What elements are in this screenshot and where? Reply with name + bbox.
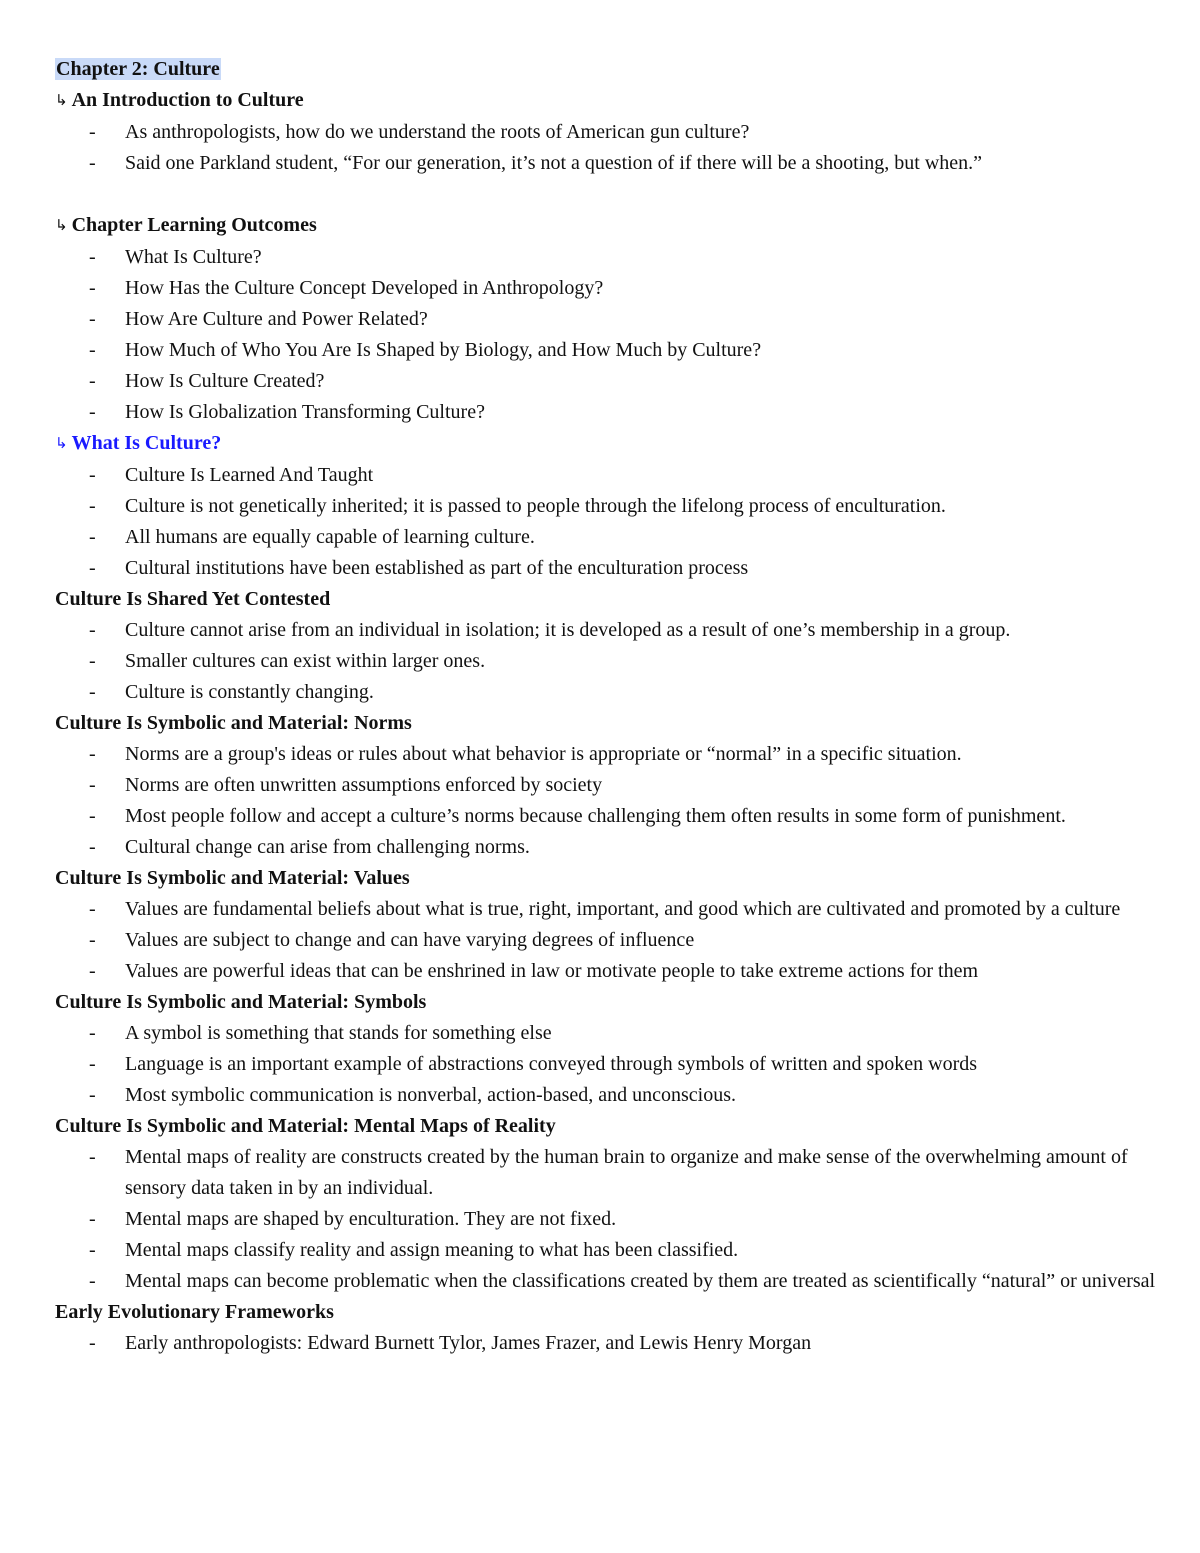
dash-bullet-icon: -: [89, 619, 96, 641]
dash-bullet-icon: -: [89, 526, 96, 548]
list-item: [55, 242, 1165, 273]
list-item: [55, 148, 1165, 179]
list-item: [55, 273, 1165, 304]
section-heading: [55, 428, 1165, 460]
subitem-arrow-icon: ↳: [55, 91, 68, 109]
list-item-text: Mental maps classify reality and assign meaning to what has been classified.: [125, 1239, 739, 1261]
dash-bullet-icon: -: [89, 495, 96, 517]
dash-bullet-icon: -: [89, 401, 96, 423]
section-heading-text: Culture Is Symbolic and Material: Values: [55, 867, 410, 889]
blank-line: [55, 179, 1165, 210]
list-item-text: Early anthropologists: Edward Burnett Tylor, James Frazer, and Lewis Henry Morgan: [125, 1332, 812, 1354]
document-body: [55, 54, 1165, 1359]
list-item: [55, 1235, 1165, 1266]
list-item-text: How Has the Culture Concept Developed in Anthropology?: [125, 277, 604, 299]
dash-bullet-icon: -: [89, 1146, 96, 1168]
dash-bullet-icon: -: [89, 1332, 96, 1354]
list-item: [55, 615, 1165, 646]
dash-bullet-icon: -: [89, 1208, 96, 1230]
dash-bullet-icon: -: [89, 1239, 96, 1261]
list-item: [55, 1018, 1165, 1049]
dash-bullet-icon: -: [89, 960, 96, 982]
section-heading: [55, 85, 1165, 117]
section-heading-text: An Introduction to Culture: [71, 89, 304, 111]
list-item: [55, 1266, 1165, 1297]
list-item: [55, 770, 1165, 801]
list-item-text: Most people follow and accept a culture’s norms because challenging them often results in some form of punishment.: [125, 805, 1066, 827]
dash-bullet-icon: -: [89, 774, 96, 796]
list-item: [55, 894, 1165, 925]
list-item-text: What Is Culture?: [125, 246, 262, 268]
list-item: [55, 646, 1165, 677]
list-item: [55, 1328, 1165, 1359]
bullet-list: [55, 1142, 1165, 1297]
dash-bullet-icon: -: [89, 1270, 96, 1292]
section-heading-text: Culture Is Symbolic and Material: Norms: [55, 712, 412, 734]
dash-bullet-icon: -: [89, 898, 96, 920]
list-item-text: Cultural change can arise from challenging norms.: [125, 836, 530, 858]
list-item-text: Values are fundamental beliefs about what is true, right, important, and good which are cultivated and promoted by a culture: [125, 898, 1121, 920]
list-item-text: Norms are a group's ideas or rules about what behavior is appropriate or “normal” in a specific situation.: [125, 743, 962, 765]
list-item-text: Most symbolic communication is nonverbal, action-based, and unconscious.: [125, 1084, 736, 1106]
list-item-text: Culture is constantly changing.: [125, 681, 374, 703]
list-item-text: Culture cannot arise from an individual in isolation; it is developed as a result of one’s membership in a group.: [125, 619, 1011, 641]
sections-container: [55, 85, 1165, 1359]
list-item: [55, 1142, 1165, 1204]
dash-bullet-icon: -: [89, 339, 96, 361]
list-item-text: All humans are equally capable of learning culture.: [125, 526, 535, 548]
section-heading: [55, 708, 1165, 739]
dash-bullet-icon: -: [89, 650, 96, 672]
list-item: [55, 677, 1165, 708]
list-item: [55, 117, 1165, 148]
section-heading: [55, 210, 1165, 242]
list-item: [55, 522, 1165, 553]
dash-bullet-icon: -: [89, 1084, 96, 1106]
dash-bullet-icon: -: [89, 681, 96, 703]
list-item: [55, 801, 1165, 832]
list-item: [55, 1049, 1165, 1080]
dash-bullet-icon: -: [89, 743, 96, 765]
list-item-text: Smaller cultures can exist within larger ones.: [125, 650, 486, 672]
bullet-list: [55, 894, 1165, 987]
list-item: [55, 460, 1165, 491]
list-item: [55, 739, 1165, 770]
list-item: [55, 956, 1165, 987]
list-item: [55, 925, 1165, 956]
subitem-arrow-icon: ↳: [55, 434, 68, 452]
list-item-text: A symbol is something that stands for something else: [125, 1022, 552, 1044]
list-item: [55, 304, 1165, 335]
list-item-text: Values are subject to change and can have varying degrees of influence: [125, 929, 695, 951]
bullet-list: [55, 460, 1165, 584]
list-item-text: Cultural institutions have been established as part of the enculturation process: [125, 557, 749, 579]
list-item-text: How Is Culture Created?: [125, 370, 325, 392]
dash-bullet-icon: -: [89, 308, 96, 330]
section-heading: [55, 987, 1165, 1018]
dash-bullet-icon: -: [89, 246, 96, 268]
list-item-text: Mental maps are shaped by enculturation. They are not fixed.: [125, 1208, 617, 1230]
bullet-list: [55, 117, 1165, 179]
section-heading-text: Culture Is Symbolic and Material: Symbols: [55, 991, 427, 1013]
dash-bullet-icon: -: [89, 277, 96, 299]
list-item: [55, 335, 1165, 366]
list-item-text: Values are powerful ideas that can be enshrined in law or motivate people to take extreme actions for them: [125, 960, 979, 982]
section-heading: [55, 1111, 1165, 1142]
list-item-text: As anthropologists, how do we understand the roots of American gun culture?: [125, 121, 750, 143]
title-highlight: Chapter 2: Culture: [56, 58, 220, 80]
dash-bullet-icon: -: [89, 464, 96, 486]
list-item-text: How Much of Who You Are Is Shaped by Biology, and How Much by Culture?: [125, 339, 762, 361]
section-heading-text: Culture Is Shared Yet Contested: [55, 588, 331, 610]
dash-bullet-icon: -: [89, 805, 96, 827]
list-item-text: How Are Culture and Power Related?: [125, 308, 428, 330]
list-item-text: Said one Parkland student, “For our generation, it’s not a question of if there will be a shooting, but when.”: [125, 152, 983, 174]
bullet-list: [55, 739, 1165, 863]
list-item-text: Culture is not genetically inherited; it is passed to people through the lifelong process of enculturation.: [125, 495, 946, 517]
dash-bullet-icon: -: [89, 1053, 96, 1075]
list-item: [55, 397, 1165, 428]
section-heading-text: Chapter Learning Outcomes: [71, 214, 317, 236]
list-item: [55, 366, 1165, 397]
list-item: [55, 553, 1165, 584]
dash-bullet-icon: -: [89, 557, 96, 579]
list-item: [55, 832, 1165, 863]
page-title: [55, 54, 1165, 85]
section-heading-text: What Is Culture?: [71, 432, 222, 454]
dash-bullet-icon: -: [89, 929, 96, 951]
section-heading-text: Culture Is Symbolic and Material: Mental Maps of Reality: [55, 1115, 556, 1137]
dash-bullet-icon: -: [89, 370, 96, 392]
section-heading: [55, 584, 1165, 615]
list-item-text: Norms are often unwritten assumptions enforced by society: [125, 774, 603, 796]
dash-bullet-icon: -: [89, 152, 96, 174]
list-item-text: Mental maps of reality are constructs created by the human brain to organize and make sense of the overwhelming amount of sensory data taken in by an individual.: [125, 1146, 1128, 1199]
list-item-text: Mental maps can become problematic when the classifications created by them are treated as scientifically “natural” or universal: [125, 1270, 1156, 1292]
section-heading: [55, 1297, 1165, 1328]
section-heading-text: Early Evolutionary Frameworks: [55, 1301, 334, 1323]
list-item: [55, 1080, 1165, 1111]
bullet-list: [55, 1328, 1165, 1359]
section-heading: [55, 863, 1165, 894]
dash-bullet-icon: -: [89, 836, 96, 858]
bullet-list: [55, 615, 1165, 708]
list-item-text: How Is Globalization Transforming Culture?: [125, 401, 485, 423]
dash-bullet-icon: -: [89, 1022, 96, 1044]
list-item: [55, 1204, 1165, 1235]
dash-bullet-icon: -: [89, 121, 96, 143]
list-item: [55, 491, 1165, 522]
subitem-arrow-icon: ↳: [55, 216, 68, 234]
list-item-text: Language is an important example of abstractions conveyed through symbols of written and spoken words: [125, 1053, 978, 1075]
bullet-list: [55, 1018, 1165, 1111]
list-item-text: Culture Is Learned And Taught: [125, 464, 374, 486]
bullet-list: [55, 242, 1165, 428]
